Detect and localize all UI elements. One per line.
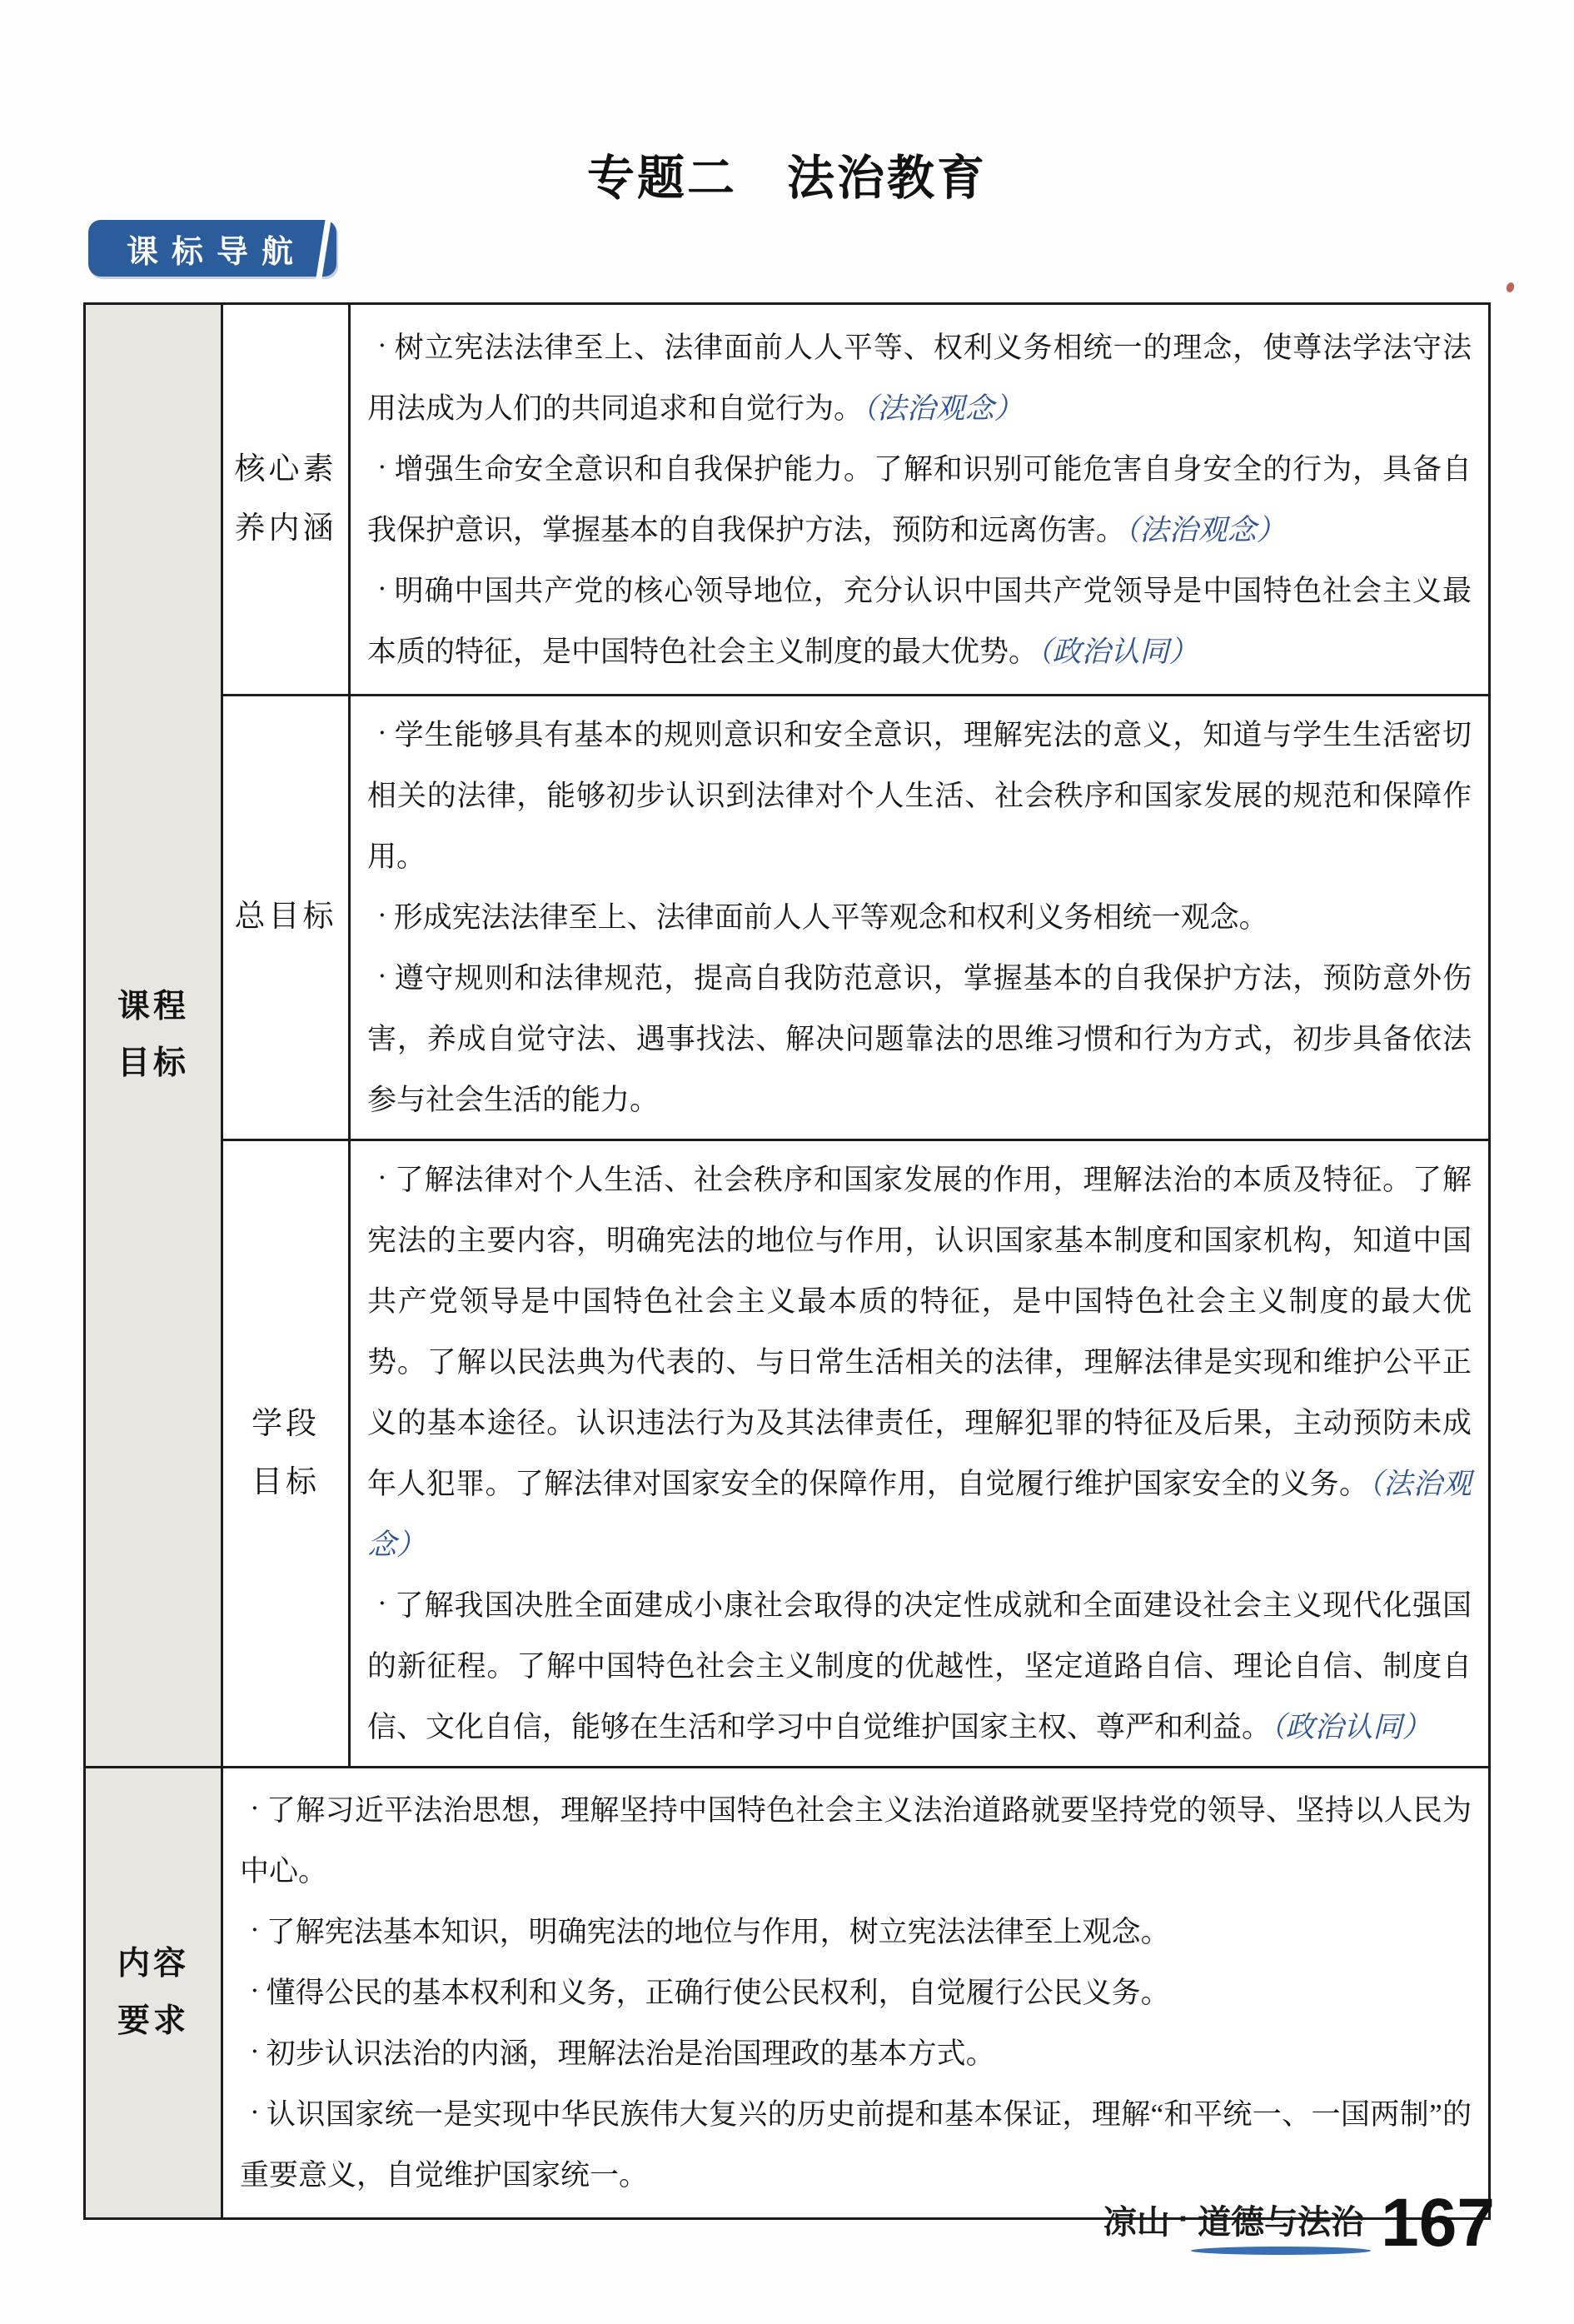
bullet-marker: · xyxy=(377,571,387,605)
bullet-paragraph xyxy=(367,1575,1472,1758)
bullet-marker: · xyxy=(377,328,387,362)
content-cell-stage-goal xyxy=(350,1140,1490,1768)
bullet-paragraph xyxy=(240,2084,1472,2206)
table-row xyxy=(85,1140,1490,1768)
footer-series-text: 道德与法治 xyxy=(1198,2203,1365,2241)
paragraph-text: 了解宪法基本知识，明确宪法的地位与作用，树立宪法法律至上观念。 xyxy=(266,1916,1170,1948)
paragraph-text: 认识国家统一是实现中华民族伟大复兴的历史前提和基本保证，理解“和平统一、一国两制”的重要意义，自觉维护国家统一。 xyxy=(240,2098,1472,2192)
bullet-marker: · xyxy=(250,2035,260,2067)
group-label-line: 课程 xyxy=(117,988,189,1025)
bullet-marker: · xyxy=(250,1974,260,2007)
row-label-line: 养内涵 xyxy=(234,511,337,546)
bullet-paragraph xyxy=(367,561,1472,682)
competency-tag: （法治观念） xyxy=(1125,513,1286,546)
paragraph-text: 明确中国共产党的核心领导地位，充分认识中国共产党领导是中国特色社会主义最本质的特征，是中国特色社会主义制度的最大优势。 xyxy=(367,574,1472,668)
table-row xyxy=(85,1768,1490,2219)
group-label-cell-course-objectives xyxy=(85,304,222,1768)
bullet-marker: · xyxy=(250,1913,260,1946)
paragraph-text: 形成宪法法律至上、法律面前人人平等观念和权利义务相统一观念。 xyxy=(393,901,1268,934)
row-label-cell-content-requirements xyxy=(85,1768,222,2219)
bullet-marker: · xyxy=(250,2096,260,2128)
bullet-marker: · xyxy=(377,960,387,992)
bullet-marker: · xyxy=(377,899,387,931)
row-label-content-requirements xyxy=(87,1936,220,2050)
table-row xyxy=(85,304,1490,696)
row-label-line: 总目标 xyxy=(234,900,337,935)
bullet-paragraph xyxy=(367,317,1472,439)
bullet-paragraph xyxy=(367,439,1472,561)
paragraph-text: 遵守规则和法律规范，提高自我防范意识，掌握基本的自我保护方法，预防意外伤害，养成自觉守法、遇事找法、解决问题靠法的思维习惯和行为方式，初步具备依法参与社会生活的能力。 xyxy=(367,962,1472,1116)
page-number: 167 xyxy=(1381,2185,1495,2261)
row-label-line: 学段 xyxy=(252,1406,320,1441)
group-label-course-objectives xyxy=(87,979,220,1093)
row-label-line: 核心素 xyxy=(234,452,337,487)
row-label-cell-core-competency xyxy=(222,304,350,696)
row-label-cell-overall-goal xyxy=(222,696,350,1140)
footer-region: 凉山 xyxy=(1103,2203,1170,2241)
footer-brand xyxy=(1103,2196,1364,2252)
paragraph-text: 懂得公民的基本权利和义务，正确行使公民权利，自觉履行公民义务。 xyxy=(266,1977,1170,2009)
paragraph-text: 树立宪法法律至上、法律面前人人平等、权利义务相统一的理念，使尊法学法守法用法成为人们的共同追求和自觉行为。 xyxy=(367,331,1472,425)
paragraph-text: 学生能够具有基本的规则意识和安全意识，理解宪法的意义，知道与学生生活密切相关的法律，能够初步认识到法律对个人生活、社会秩序和国家发展的规范和保障作用。 xyxy=(367,719,1472,873)
competency-tag: （政治认同） xyxy=(1038,635,1198,668)
row-label-overall-goal xyxy=(224,888,347,946)
row-label-line: 目标 xyxy=(252,1465,320,1499)
bullet-paragraph xyxy=(240,1902,1472,1962)
bullet-paragraph xyxy=(367,1150,1472,1575)
content-cell-content-requirements xyxy=(222,1768,1490,2219)
page-title: 专题二 法治教育 xyxy=(587,152,987,205)
bullet-paragraph xyxy=(240,1780,1472,1902)
competency-tag: （政治认同） xyxy=(1271,1711,1432,1743)
bullet-paragraph xyxy=(367,887,1472,948)
row-label-stage-goal xyxy=(224,1395,347,1513)
paragraph-text: 初步认识法治的内涵，理解法治是治国理政的基本方式。 xyxy=(266,2037,995,2070)
table-row xyxy=(85,696,1490,1140)
bullet-marker: · xyxy=(250,1792,260,1824)
content-cell-core-competency xyxy=(350,304,1490,696)
paragraph-text: 了解习近平法治思想，理解坚持中国特色社会主义法治道路就要坚持党的领导、坚持以人民为中心。 xyxy=(240,1794,1472,1888)
paragraph-text: 了解我国决胜全面建成小康社会取得的决定性成就和全面建设社会主义现代化强国的新征程。了解中国特色社会主义制度的优越性，坚定道路自信、理论自信、制度自信、文化自信，能够在生活和学习中自觉维护国家主权、尊严和利益。 xyxy=(367,1589,1472,1743)
row-label-line: 内容 xyxy=(117,1946,189,1982)
badge-slash-decoration xyxy=(316,215,332,283)
red-print-mark xyxy=(1505,282,1515,293)
footer-underline-swoosh xyxy=(1191,2247,1371,2255)
row-label-line: 要求 xyxy=(117,2002,189,2039)
section-badge xyxy=(88,220,336,277)
row-label-cell-stage-goal xyxy=(222,1140,350,1768)
section-badge-label: 课标导航 xyxy=(126,234,306,270)
footer-separator-dot: · xyxy=(1178,2200,1190,2237)
bullet-marker: · xyxy=(377,1587,387,1619)
bullet-marker: · xyxy=(377,450,387,483)
bullet-paragraph xyxy=(240,1962,1472,2023)
bullet-paragraph xyxy=(240,2023,1472,2084)
content-cell-overall-goal xyxy=(350,696,1490,1140)
curriculum-standard-table-wrap xyxy=(83,302,1491,2220)
bullet-marker: · xyxy=(377,1161,387,1194)
competency-tag: （法治观念） xyxy=(863,391,1024,425)
bullet-paragraph xyxy=(367,948,1472,1130)
group-label-line: 目标 xyxy=(117,1045,189,1081)
paragraph-text: 增强生命安全意识和自我保护能力。了解和识别可能危害自身安全的行为，具备自我保护意识，掌握基本的自我保护方法，预防和远离伤害。 xyxy=(367,452,1472,546)
bullet-paragraph xyxy=(367,705,1472,887)
curriculum-standard-table xyxy=(83,302,1491,2220)
paragraph-text: 了解法律对个人生活、社会秩序和国家发展的作用，理解法治的本质及特征。了解宪法的主要内容，明确宪法的地位与作用，认识国家基本制度和国家机构，知道中国共产党领导是中国特色社会主义最本质的特征，是中国特色社会主义制度的最大优势。了解以民法典为代表的、与日常生活相关的法律，理解法律是实现和维护公平正义的基本途径。认识违法行为及其法律责任，理解犯罪的特征及后果，主动预防未成年人犯罪。了解法律对国家安全的保障作用，自觉履行维护国家安全的义务。 xyxy=(367,1164,1472,1500)
competency-tag: （法治观念） xyxy=(367,1468,1472,1561)
page-footer xyxy=(0,2185,1495,2261)
bullet-marker: · xyxy=(377,716,387,749)
footer-series xyxy=(1198,2196,1364,2243)
row-label-core-competency xyxy=(224,441,347,558)
